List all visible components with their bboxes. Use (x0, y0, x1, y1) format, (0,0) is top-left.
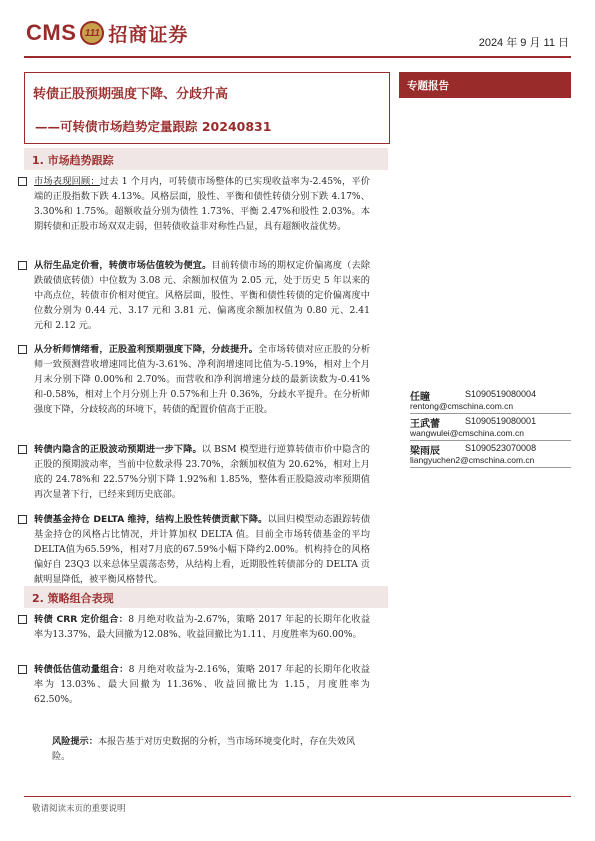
divider (410, 413, 571, 414)
risk-lead: 风险提示： (52, 736, 98, 747)
bullet-lead: 转债 CRR 定价组合： (34, 614, 129, 625)
analyst-email[interactable]: liangyuchen2@cmschina.com.cn (410, 455, 535, 465)
checkbox-bullet-icon (18, 261, 27, 270)
bullet-lead: 市场表现回顾： (34, 176, 100, 187)
analyst-name: 任瞳 (410, 392, 430, 403)
header-rule (24, 56, 571, 58)
logo-cn-text: 招商证券 (108, 23, 189, 46)
bullet-lead: 转债基金持仓 DELTA 维持，结构上股性转债贡献下降。 (34, 514, 268, 525)
checkbox-bullet-icon (18, 345, 27, 354)
report-type-label: 专题报告 (407, 80, 449, 92)
report-type-badge (399, 72, 571, 98)
list-item (34, 258, 370, 333)
divider (410, 440, 571, 441)
analyst-card (410, 415, 571, 442)
report-subtitle: ——可转债市场趋势定量跟踪 20240831 (35, 119, 272, 134)
bullet-lead: 从分析师情绪看，正股盈利预期强度下降，分歧提升。 (34, 344, 259, 355)
bullet-text: 全市场转债对应正股的分析师一致预测营收增速同比值为-3.61%、净利润增速同比值为-5.19%，相对上个月月末分别下降 0.00%和 2.70%。而营收和净利润增速分歧的最新读数为-0.41%和-0.58%，相对上个月分别上升 0.57%和上升 0.36%，分歧水平提升。在分析师强度下降，分歧较高的环境下，转债的配置价值高于正股。 (34, 344, 371, 415)
list-item (34, 512, 370, 587)
section-heading-strategy (24, 586, 388, 608)
logo-seal-icon (80, 21, 104, 45)
analyst-license-id: S1090523070008 (465, 443, 537, 453)
footer-disclaimer: 敬请阅读末页的重要说明 (32, 804, 126, 814)
bullet-text: 过去 1 个月内，可转债市场整体的已实现收益率为-2.45%，平价端的正股指数下跌 4.13%。风格层面，股性、平衡和债性转债分别下跌 4.17%、3.30%和 1.75%。超额收益分别为债性 1.73%、平衡 2.47%和股性 2.03%。本期转债和正股市场双双走弱，但转债收益非对称性凸显，具有超额收益优势。 (34, 176, 370, 232)
bullet-lead: 从衍生品定价看，转债市场估值较为便宜。 (34, 260, 212, 271)
list-item (34, 442, 370, 502)
bullet-text: 以回归模型动态跟踪转债基金持仓的风格占比情况，并计算加权 DELTA 值。目前全市场转债基金的平均DELTA值为65.59%，相对7月底的67.59%小幅下降约2.00%。机构持仓的风格偏好自 23Q3 以来总体呈震荡态势，从结构上看，近期股性转债部分的 DELTA 贡献明显降低，被平衡风格替代。 (34, 514, 371, 585)
analyst-license-id: S1090519080001 (465, 416, 537, 426)
bullet-lead: 转债内隐含的正股波动预期进一步下降。 (34, 444, 202, 455)
checkbox-bullet-icon (18, 515, 27, 524)
risk-warning (52, 734, 370, 764)
section-heading-text: 1. 市场趋势跟踪 (32, 154, 114, 167)
logo-seal-text: 111 (84, 27, 100, 39)
analyst-list (410, 388, 571, 469)
analyst-license-id: S1090519080004 (465, 389, 537, 399)
brand-logo (26, 18, 188, 48)
list-item (34, 612, 370, 642)
risk-text: 本报告基于对历史数据的分析，当市场环境变化时，存在失效风险。 (52, 736, 356, 762)
footer-rule (24, 796, 571, 797)
bullet-lead: 转债低估值动量组合： (34, 664, 129, 675)
list-item (34, 342, 370, 417)
checkbox-bullet-icon (18, 615, 27, 624)
bullet-text: 目前转债市场的期权定价偏离度（去除跌破债底转债）中位数为 3.08 元、余额加权值为 2.05 元，处于历史 5 年以来的中高点位，转债市价相对便宜。风格层面，股性、平衡和债性转债的定价偏离度中位数分别为 0.44 元、3.17 元和 3.81 元、偏离度余额加权值为 0.80 元、2.41 元和 2.12 元。 (34, 260, 371, 331)
analyst-name: 梁雨辰 (410, 446, 440, 457)
list-item (34, 662, 370, 707)
bullet-text: 8 月绝对收益为-2.16%，策略 2017 年起的长期年化收益率为 13.03%、最大回撤为 11.36%、收益回撤比为 1.15，月度胜率为 62.50%。 (34, 664, 370, 705)
checkbox-bullet-icon (18, 177, 27, 186)
list-item (34, 174, 370, 234)
analyst-card (410, 442, 571, 469)
report-date: 2024 年 9 月 11 日 (478, 37, 569, 49)
checkbox-bullet-icon (18, 665, 27, 674)
section-heading-text: 2. 策略组合表现 (32, 592, 114, 605)
bullet-text: 8 月绝对收益为-2.67%，策略 2017 年起的长期年化收益率为13.37%、最大回撤为12.08%、收益回撤比为1.11、月度胜率为60.00%。 (34, 614, 371, 640)
checkbox-bullet-icon (18, 445, 27, 454)
divider (410, 467, 571, 468)
analyst-email[interactable]: rentong@cmschina.com.cn (410, 401, 514, 411)
title-block (24, 72, 390, 144)
analyst-email[interactable]: wangwulei@cmschina.com.cn (410, 428, 524, 438)
bullet-text: 以 BSM 模型进行逆算转债市价中隐含的正股的预期波动率，当前中位数录得 23.70%，余额加权值为 20.62%，相对上月底的 24.78%和 22.57%分别下降 1.92%和 1.85%，整体看正股隐波动率预期值再次显著下行，已经来到历史底部。 (34, 444, 370, 500)
analyst-card (410, 388, 571, 415)
report-title: 转债正股预期强度下降、分歧升高 (33, 87, 229, 102)
section-heading-market-trend (24, 148, 388, 170)
analyst-name: 王武蕾 (410, 419, 440, 430)
logo-text: CMS (26, 20, 77, 45)
